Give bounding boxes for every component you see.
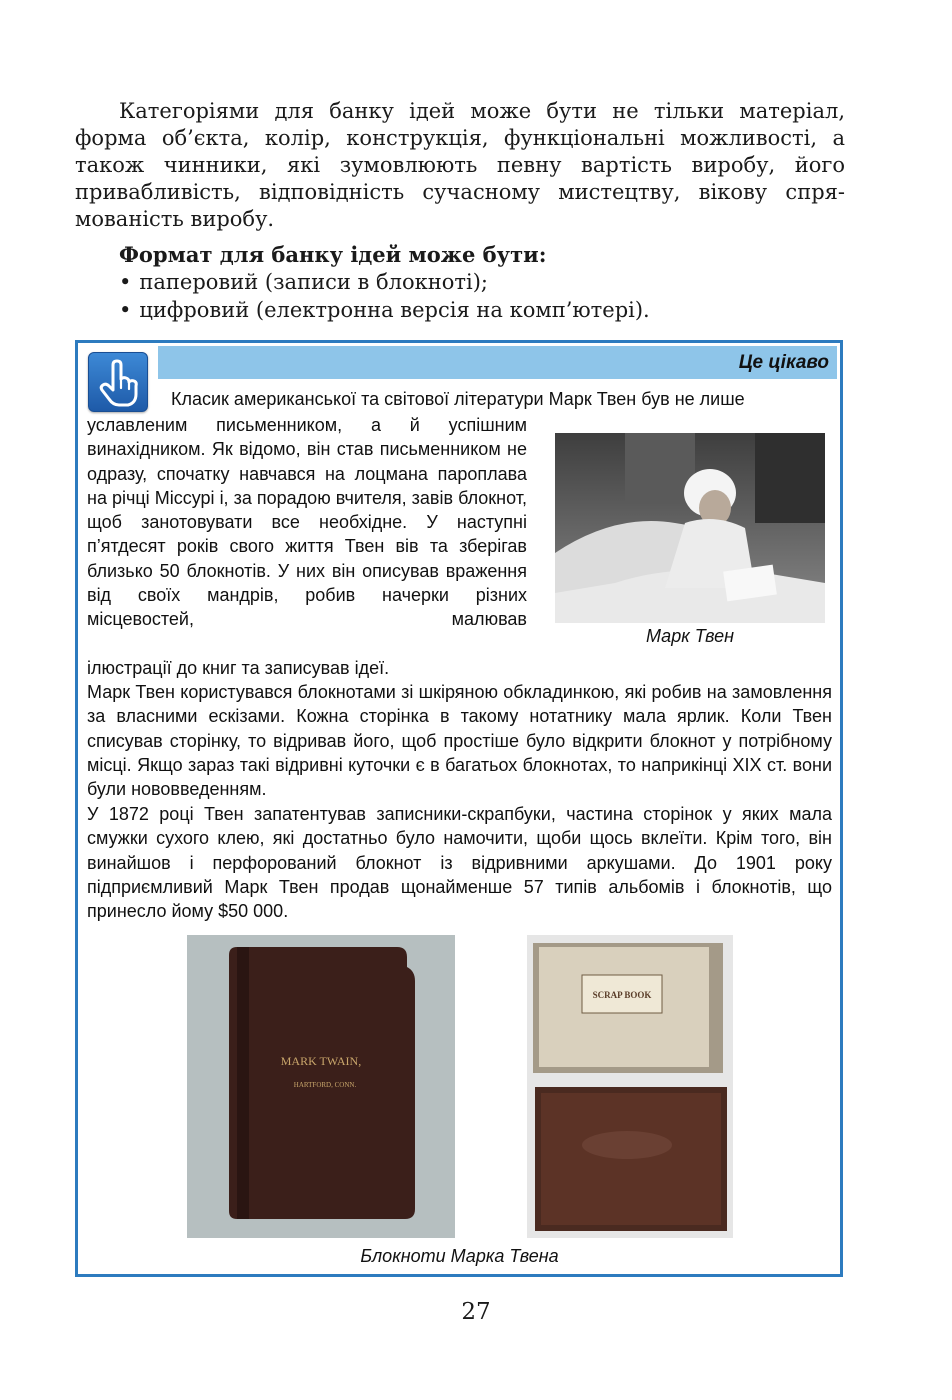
page-number: 27 — [461, 1299, 491, 1325]
format-list — [119, 268, 650, 324]
box-left-text: уславленим письменником, а й успішним винахідником. Як відомо, він став письменником не одразу, спочатку навчався на лоцмана пароплава на річці Міссурі і, за порадою вчителя, завів блокнот, щоб занотовувати все необхідне. У наступні п’ятдесят років свого життя Твен вів та зберігав близько 50 блокнотів. У них він описував враження від своїх мандрів, робив начерки різних місцевостей, малював — [87, 415, 527, 630]
mark-twain-photo — [555, 433, 825, 623]
book1-subtitle: HARTFORD, CONN. — [293, 1081, 357, 1089]
intro-paragraph: Категоріями для банку ідей може бути не тільки матеріал, форма об’єкта, колір, конструкція, функціональні можливості, а також чинники, які зумовлюють певну вартість виробу, його привабливість, відповідність сучасному мистецтву, вікову спрямованість виробу. — [75, 99, 845, 231]
interesting-fact-box — [75, 340, 843, 1277]
mark-twain-caption: Марк Твен — [645, 626, 735, 646]
format-heading: Формат для банку ідей може бути: — [119, 242, 547, 267]
intro-text — [75, 98, 845, 233]
scrapbook-label: SCRAP BOOK — [592, 990, 652, 1000]
box-paragraph-notebooks: Марк Твен користувався блокнотами зі шкіряною обкладинкою, які робив на замовлення за власними ескізами. Кожна сторінка в такому нотатнику мала ярлик. Коли Твен списував сторінку, то відривав його, щоб простіше було відкрити блокнот у потрібному місці. Якщо зараз такі відривні куточки є в багатьох блокнотах, то наприкінці XIX ст. вони були нововведенням. — [87, 682, 832, 800]
box-lead-text: Класик американської та світової літератури Марк Твен був не лише — [171, 389, 745, 409]
leather-notebook-photo — [187, 935, 455, 1238]
list-item: • паперовий (записи в блокноті); — [119, 268, 650, 296]
pointing-hand-icon — [88, 352, 148, 412]
box-paragraph-patent: У 1872 році Твен запатентував записники-скрапбуки, частина сторінок у яких мала смужки сухого клею, які достатньо було намочити, щоби щось вклеїти. Крім того, він винайшов і перфорований блокнот із відривними аркушами. До 1901 року підприємливий Марк Твен продав щонайменше 57 типів альбомів і блокнотів, що принесло йому $50 000. — [87, 804, 832, 922]
scrapbook-photo — [527, 935, 733, 1238]
book1-title: MARK TWAIN, — [280, 1054, 362, 1068]
list-item: • цифровий (електронна версія на комп’ютері). — [119, 296, 650, 324]
box-label: Це цікаво — [738, 352, 829, 373]
box-header-band — [158, 346, 837, 379]
box-left-text-end: ілюстрації до книг та записував ідеї. — [87, 658, 390, 678]
notebooks-caption: Блокноти Марка Твена — [360, 1246, 559, 1266]
